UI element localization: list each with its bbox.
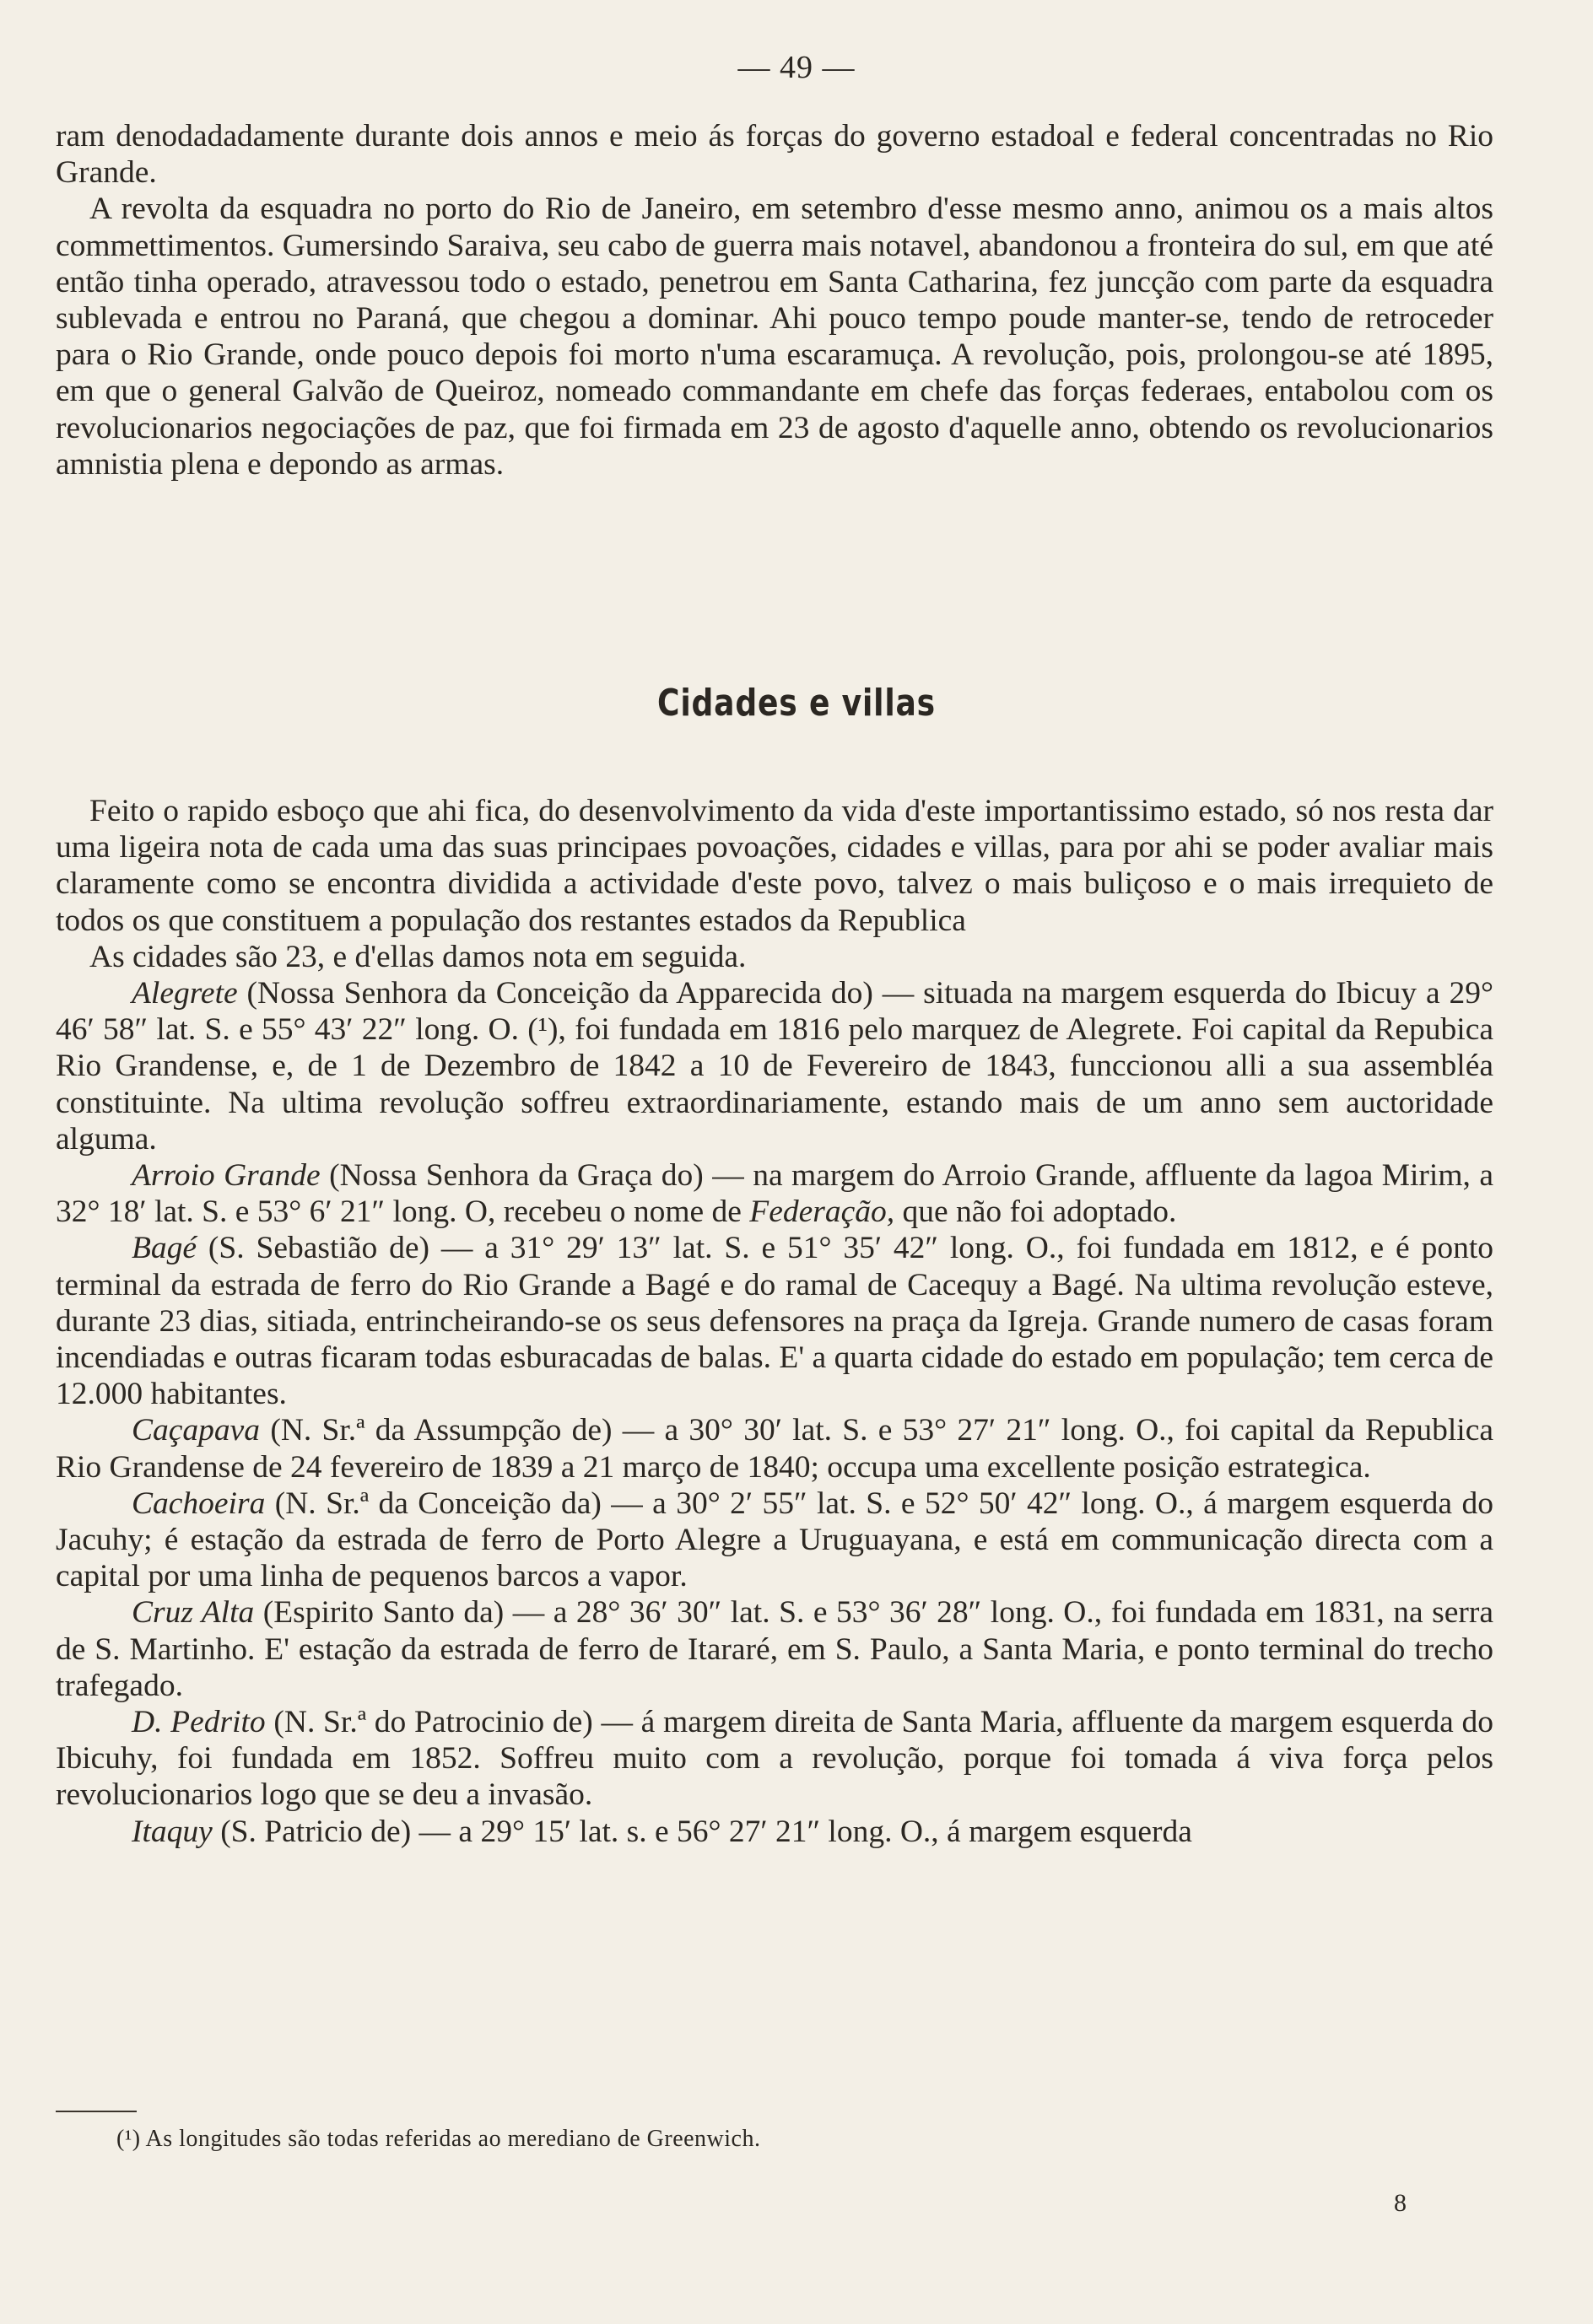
city-entry-alegrete [56, 975, 1493, 1157]
city-entry-cachoeira [56, 1486, 1493, 1595]
section-body [56, 793, 1493, 1850]
footnote-divider [56, 2111, 137, 2112]
city-name: Alegrete [132, 976, 238, 1011]
city-description: que não foi adoptado. [894, 1194, 1177, 1230]
city-name: Cachoeira [132, 1486, 266, 1521]
signature-mark: 8 [1394, 2189, 1407, 2217]
city-description: (N. Sr.ª do Patrocinio de) — á margem direita de Santa Maria, affluente da margem esquerda do Ibicuhy, foi fundada em 1852. Soffreu muito com a revolução, porque foi tomada á viva força pelos revolucionarios logo que se deu a invasão. [56, 1705, 1493, 1813]
city-entry-cacapava [56, 1412, 1493, 1485]
intro-paragraph: ram denodadadamente durante dois annos e meio ás forças do governo estadoal e federal concentradas no Rio Grande. [56, 119, 1493, 191]
city-description: (S. Sebastião de) — a 31° 29′ 13″ lat. S. e 51° 35′ 42″ long. O., foi fundada em 1812, e é ponto terminal da estrada de ferro do Rio Grande a Bagé e do ramal de Cacequy a Bagé. Na ultima revolução esteve, durante 23 dias, sitiada, entrincheirando-se os seus defensores na praça da Igreja. Grande numero de casas foram incendiadas e outras ficaram todas esburacadas de balas. E' a quarta cidade do estado em população; tem cerca de 12.000 habitantes. [56, 1231, 1493, 1412]
city-description: (Nossa Senhora da Conceição da Apparecida do) — situada na margem esquerda do Ibicuy a 29° 46′ 58″ lat. S. e 55° 43′ 22″ long. O. (¹), foi fundada em 1816 pelo marquez de Alegrete. Foi capital da Repubica Rio Grandense, e, de 1 de Dezembro de 1842 a 10 de Fevereiro de 1843, funccionou alli a sua assembléa constituinte. Na ultima revolução soffreu extraordinariamente, estando mais de um anno sem auctoridade alguma. [56, 976, 1493, 1157]
intro-paragraph: A revolta da esquadra no porto do Rio de Janeiro, em setembro d'esse mesmo anno, animou os a mais altos commettimentos. Gumersindo Saraiva, seu cabo de guerra mais notavel, abandonou a fronteira do sul, em que até então tinha operado, atravessou todo o estado, penetrou em Santa Catharina, fez juncção com parte da esquadra sublevada e entrou no Paraná, que chegou a dominar. Ahi pouco tempo poude manter-se, tendo de retroceder para o Rio Grande, onde pouco depois foi morto n'uma escaramuça. A revolução, pois, prolongou-se até 1895, em que o general Galvão de Queiroz, nomeado commandante em chefe das forças federaes, entabolou com os revolucionarios negociações de paz, que foi firmada em 23 de agosto d'aquelle anno, obtendo os revolucionarios amnistia plena e depondo as armas. [56, 191, 1493, 482]
alternate-name: Federação, [749, 1194, 895, 1230]
intro-text [56, 118, 1493, 483]
city-entry-bage [56, 1230, 1493, 1412]
city-name: Itaquy [132, 1814, 213, 1849]
city-description: (S. Patricio de) — a 29° 15′ lat. s. e 56° 27′ 21″ long. O., á margem esquerda [212, 1814, 1192, 1849]
city-name: D. Pedrito [132, 1705, 266, 1740]
city-description: (N. Sr.ª da Assumpção de) — a 30° 30′ lat. S. e 53° 27′ 21″ long. O., foi capital da Republica Rio Grandense de 24 fevereiro de 1839 a 21 março de 1840; occupa uma excellente posição estrategica. [56, 1413, 1493, 1485]
city-name: Bagé [132, 1231, 197, 1266]
section-intro-paragraph: As cidades são 23, e d'ellas damos nota em seguida. [89, 939, 747, 974]
city-description: (Nossa Senhora da Graça do) — na margem do Arroio Grande, affluente da lagoa Mirim, a 32° 18′ lat. S. e 53° 6′ 21″ long. O, recebeu o nome de [56, 1158, 1493, 1230]
city-description: (N. Sr.ª da Conceição da) — a 30° 2′ 55″ lat. S. e 52° 50′ 42″ long. O., á margem esquerda do Jacuhy; é estação da estrada de ferro de Porto Alegre a Uruguayana, e está em communicação directa com a capital por uma linha de pequenos barcos a vapor. [56, 1486, 1493, 1594]
city-name: Cruz Alta [132, 1595, 255, 1631]
footnote: (¹) As longitudes são todas referidas ao merediano de Greenwich. [116, 2126, 761, 2152]
city-name: Caçapava [132, 1413, 261, 1448]
page-number: — 49 — [737, 50, 856, 85]
city-entry-itaquy [56, 1814, 1493, 1850]
city-entry-d-pedrito [56, 1704, 1493, 1814]
city-description: (Espirito Santo da) — a 28° 36′ 30″ lat. S. e 53° 36′ 28″ long. O., foi fundada em 1831, na serra de S. Martinho. E' estação da estrada de ferro de Itararé, em S. Paulo, a Santa Maria, e ponto terminal do trecho trafegado. [56, 1595, 1493, 1703]
city-name: Arroio Grande [132, 1158, 321, 1194]
section-intro-paragraph: Feito o rapido esboço que ahi fica, do desenvolvimento da vida d'este importantissimo estado, só nos resta dar uma ligeira nota de cada uma das suas principaes povoações, cidades e villas, para por ahi se poder avaliar mais claramente como se encontra dividida a actividade d'este povo, talvez o mais buliçoso e o mais irrequieto de todos os que constituem a população dos restantes estados da Republica [56, 794, 1493, 938]
city-entry-cruz-alta [56, 1594, 1493, 1704]
city-entry-arroio-grande [56, 1157, 1493, 1230]
section-heading: Cidades e villas [657, 682, 936, 725]
